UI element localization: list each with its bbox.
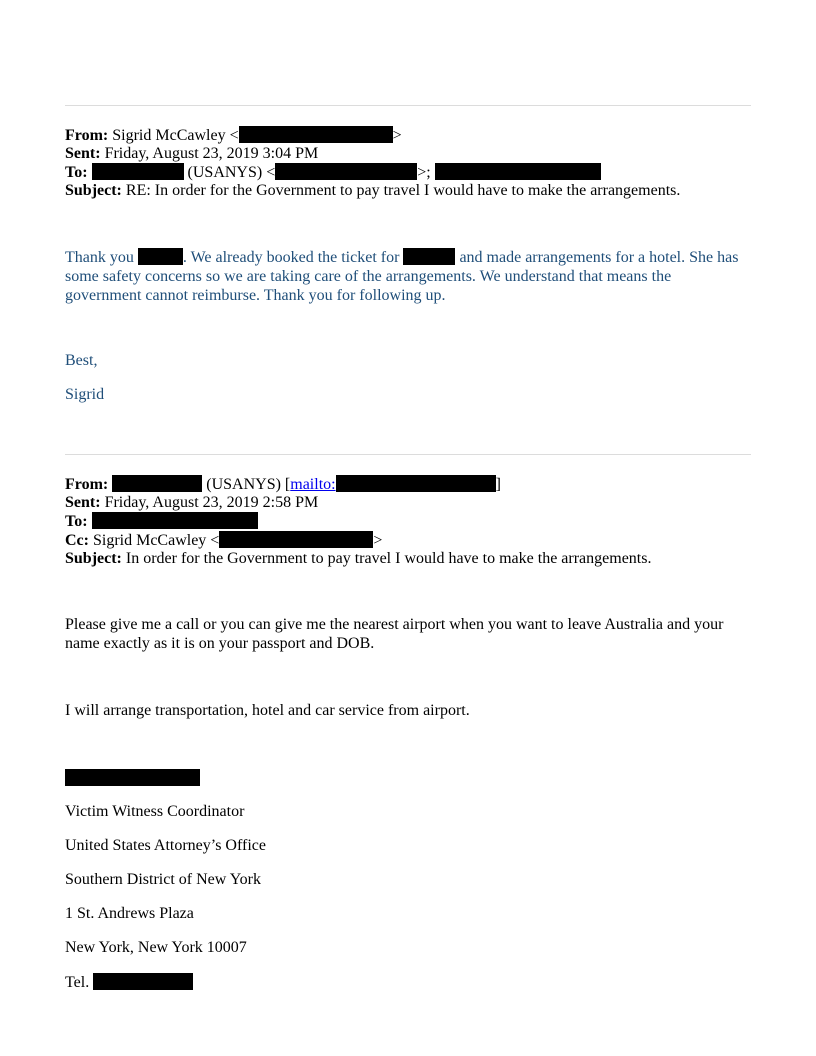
sig-office: United States Attorney’s Office [65, 837, 266, 854]
cc-label: Cc: [65, 532, 89, 549]
original-body-paragraph: Please give me a call or you can give me the nearest airport when you want to leave Australia and your name exactly as it is on your passport and DOB. [65, 616, 724, 652]
from-label: From: [65, 476, 109, 493]
sig-city: New York, New York 10007 [65, 939, 247, 956]
redacted-name [112, 475, 202, 492]
to-label: To: [65, 513, 88, 530]
subject-line [65, 182, 755, 200]
subject-value: RE: In order for the Government to pay travel I would have to make the arrangements. [125, 182, 681, 199]
sig-phone [65, 973, 193, 992]
redacted-email [219, 531, 373, 548]
signature-name: Sigrid [65, 386, 105, 403]
reply-body-paragraph [65, 248, 751, 305]
redacted-name [92, 163, 184, 180]
from-close: > [392, 127, 402, 144]
subject-label: Subject: [65, 182, 122, 199]
to-org: (USANYS) < [187, 164, 276, 181]
redacted-name [138, 248, 183, 265]
to-label: To: [65, 164, 88, 181]
mailto-link[interactable]: mailto: [290, 476, 336, 493]
subject-value: In order for the Government to pay travel I would have to make the arrangements. [125, 550, 652, 567]
original-body-paragraph: I will arrange transportation, hotel and car service from airport. [65, 702, 470, 719]
body-text: Thank you [65, 249, 134, 266]
tel-label: Tel. [65, 974, 90, 991]
to-sep: >; [417, 164, 431, 181]
sent-label: Sent: [65, 494, 101, 511]
body-text: . We already booked the ticket for [182, 249, 400, 266]
subject-label: Subject: [65, 550, 122, 567]
from-line [65, 475, 755, 494]
subject-line [65, 550, 755, 568]
sent-value: Friday, August 23, 2019 3:04 PM [104, 145, 319, 162]
redacted-email [275, 163, 417, 180]
sig-street: 1 St. Andrews Plaza [65, 905, 194, 922]
from-line [65, 126, 755, 145]
from-org: (USANYS) [ [206, 476, 291, 493]
separator-line [65, 105, 751, 106]
cc-name: Sigrid McCawley < [92, 532, 220, 549]
sig-district: Southern District of New York [65, 871, 261, 888]
sent-value: Friday, August 23, 2019 2:58 PM [104, 494, 319, 511]
body-text: and made arrangements for a hotel. She has some safety concerns so we are taking care of the arrangements. We understand that means the government cannot reimburse. Thank you for following up. [65, 249, 739, 304]
email-header-original [65, 475, 755, 568]
to-line [65, 163, 755, 182]
from-name: Sigrid McCawley < [112, 127, 239, 144]
cc-close: > [373, 532, 383, 549]
from-close: ] [495, 476, 501, 493]
separator-line [65, 454, 751, 455]
closing-text: Best, [65, 352, 98, 369]
cc-line [65, 531, 755, 550]
sig-title: Victim Witness Coordinator [65, 803, 245, 820]
redacted-email [336, 475, 496, 492]
redacted-email [435, 163, 601, 180]
from-label: From: [65, 127, 109, 144]
email-header-reply [65, 126, 755, 200]
redacted-name [92, 512, 258, 529]
sent-line [65, 145, 755, 163]
redacted-phone [93, 973, 193, 990]
redacted-name [65, 769, 200, 786]
to-line [65, 512, 755, 531]
redacted-name [403, 248, 455, 265]
sent-line [65, 494, 755, 512]
redacted-email [239, 126, 393, 143]
sent-label: Sent: [65, 145, 101, 162]
